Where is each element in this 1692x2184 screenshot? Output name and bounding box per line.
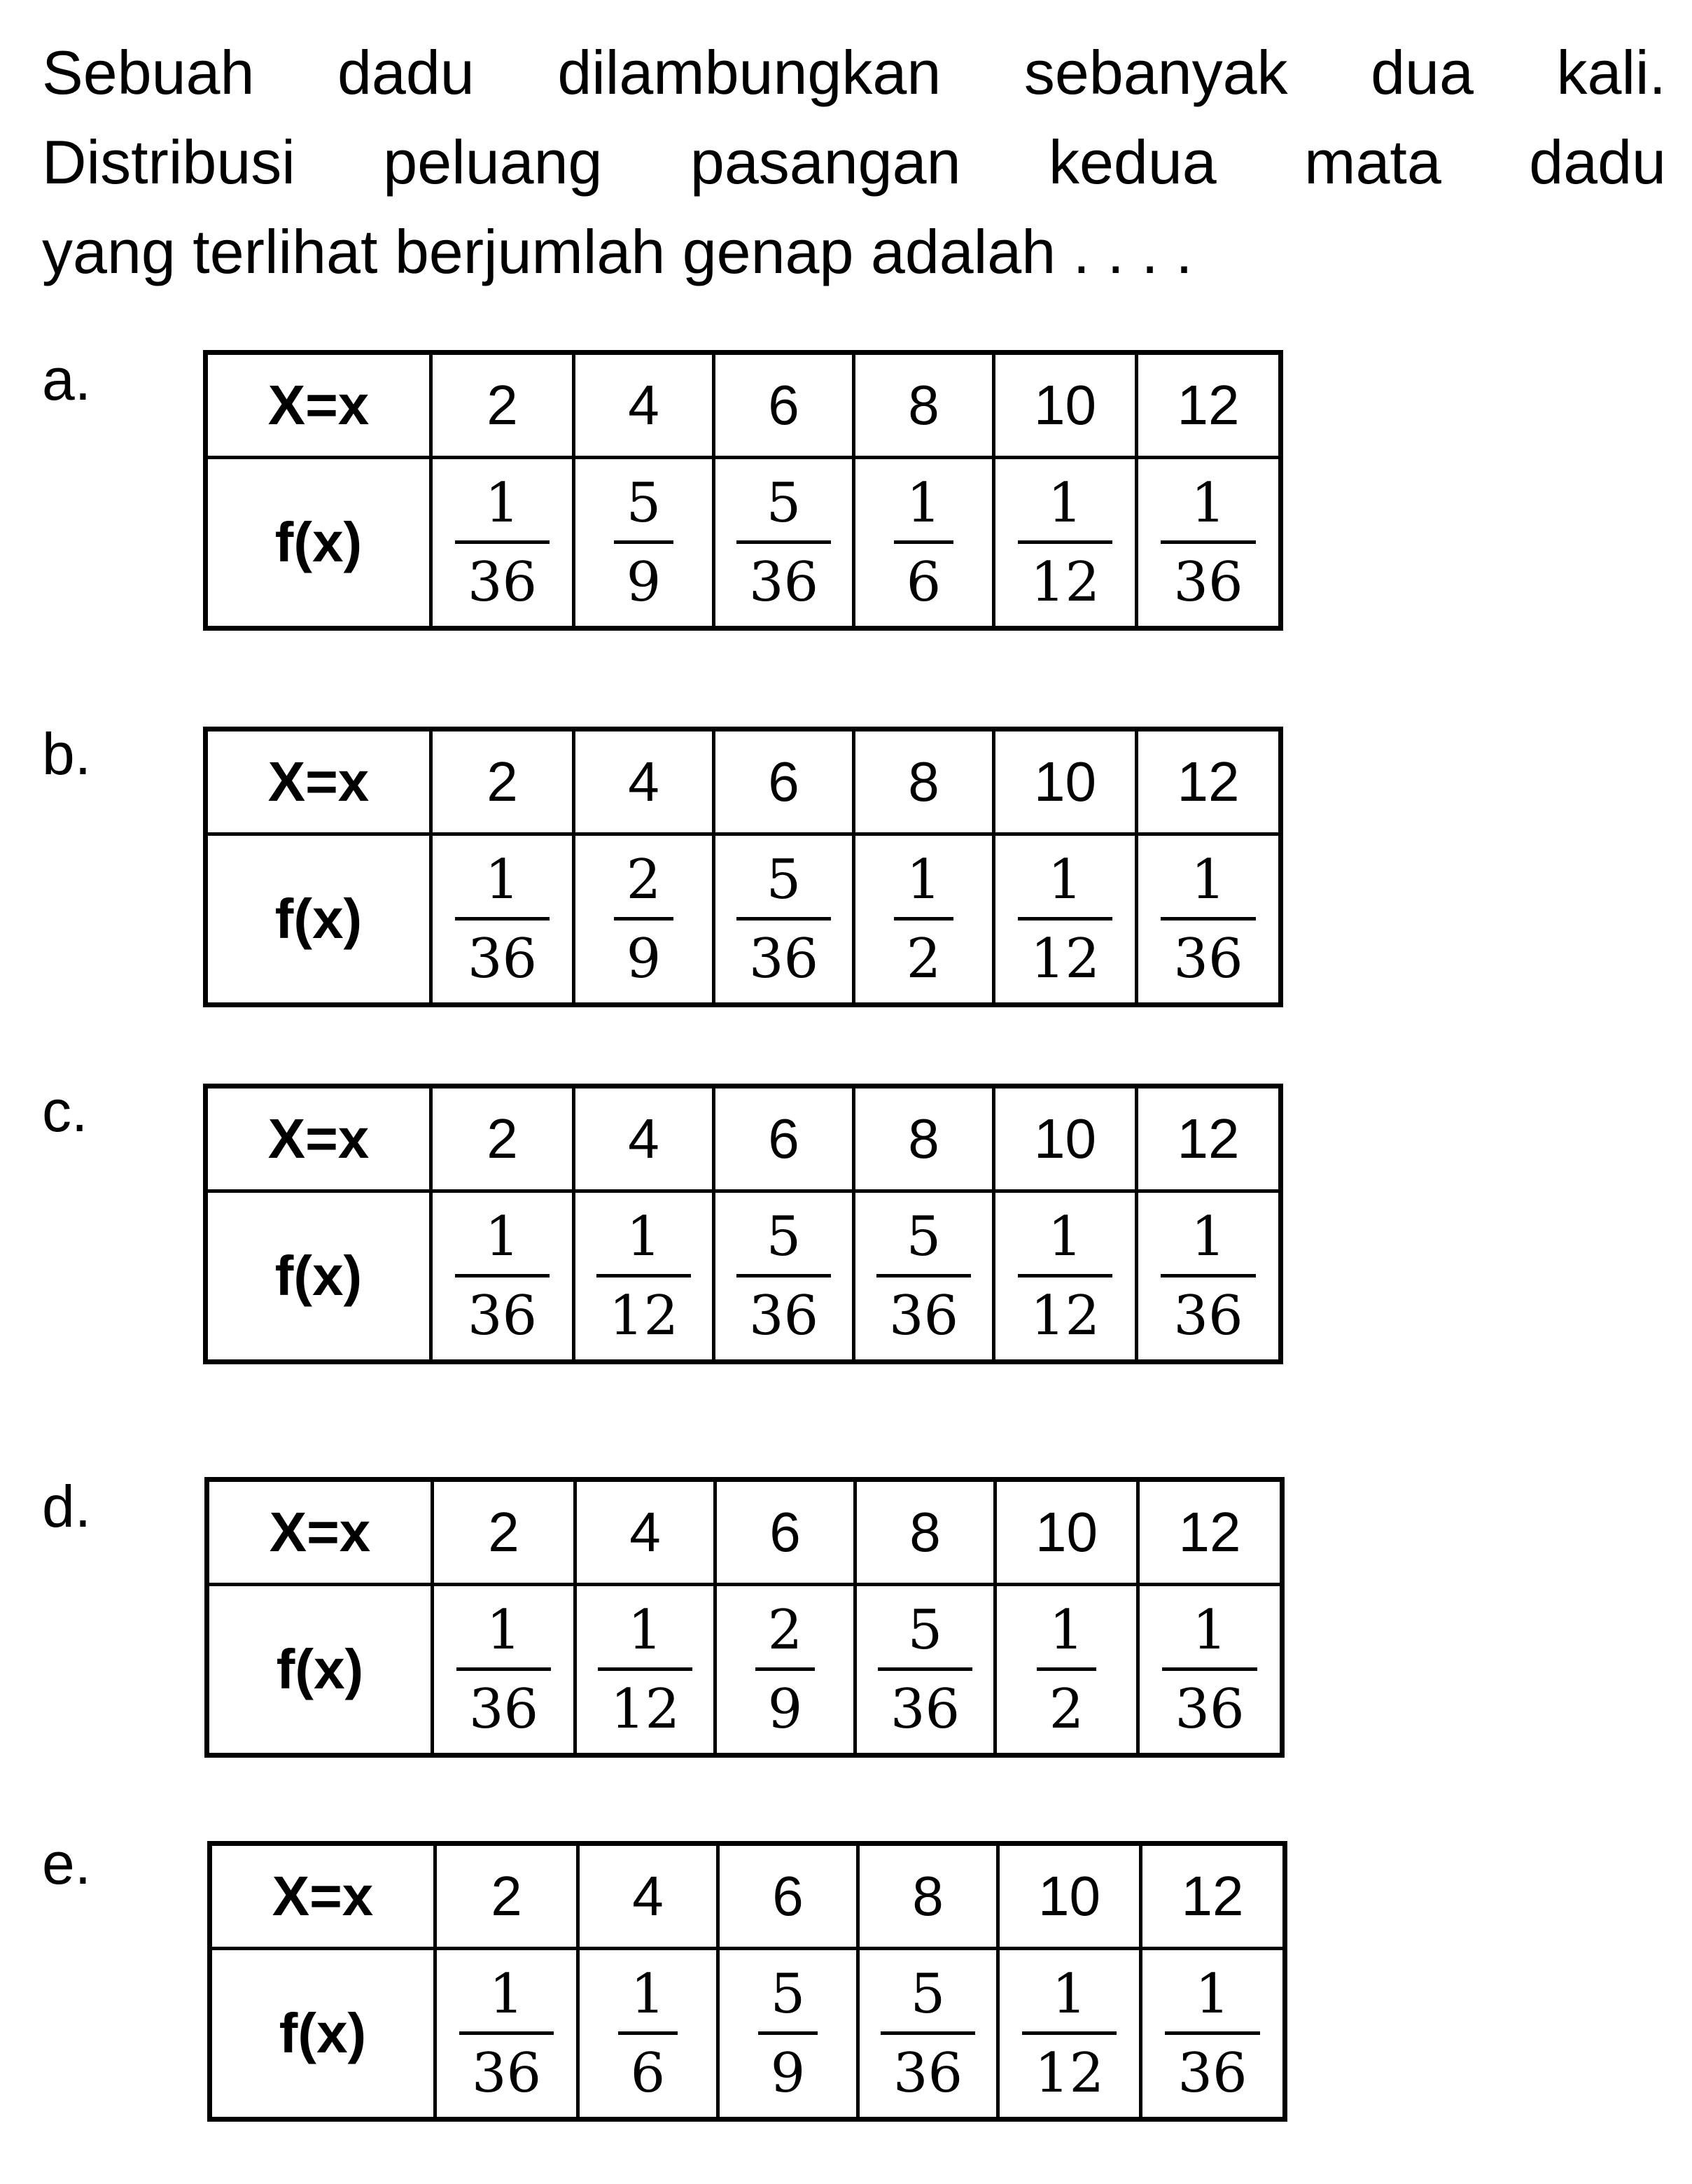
x-value-cell: 6 (715, 1480, 855, 1585)
fraction-denominator: 9 (626, 550, 662, 614)
x-value-cell: 8 (854, 729, 994, 834)
fraction (1022, 1962, 1117, 2105)
fraction-denominator: 9 (626, 927, 662, 990)
probability-cell (854, 834, 994, 1005)
option-label: b. (42, 721, 92, 787)
x-value-cell: 4 (574, 1086, 714, 1191)
x-value-cell: 8 (854, 353, 994, 458)
option-label: c. (42, 1078, 88, 1144)
fraction-denominator: 12 (1030, 927, 1100, 990)
x-value-cell: 4 (574, 353, 714, 458)
probability-cell (995, 1585, 1138, 1756)
fraction (876, 1205, 971, 1348)
fraction-denominator: 36 (1173, 1284, 1243, 1348)
table-row (206, 729, 1281, 834)
fraction-numerator: 1 (1191, 848, 1226, 911)
x-value-cell: 2 (431, 353, 574, 458)
fraction (878, 1598, 972, 1741)
fx-label-cell: f(x) (210, 1949, 435, 2120)
fraction-numerator: 5 (910, 1962, 946, 2026)
table-row (206, 1086, 1281, 1191)
probability-cell (1138, 1585, 1282, 1756)
fraction (894, 471, 954, 614)
fx-label-cell: f(x) (207, 1585, 433, 1756)
table-row (207, 1480, 1282, 1585)
probability-cell (858, 1949, 998, 2120)
fraction-denominator: 36 (748, 1284, 819, 1348)
header-label-cell: X=x (210, 1844, 435, 1949)
fraction-numerator: 1 (1051, 1962, 1087, 2026)
fraction-denominator: 2 (1049, 1677, 1084, 1741)
fraction-numerator: 1 (626, 1205, 662, 1268)
fraction (456, 1598, 551, 1741)
fraction (1018, 471, 1112, 614)
probability-cell (574, 834, 714, 1005)
question-text (42, 28, 1666, 297)
fraction (1161, 848, 1255, 990)
fraction-numerator: 1 (627, 1598, 663, 1662)
fraction (758, 1962, 818, 2105)
x-value-cell: 2 (433, 1480, 575, 1585)
fx-label-cell: f(x) (206, 834, 431, 1005)
fraction (755, 1598, 816, 1741)
fraction (459, 1962, 554, 2105)
probability-cell (431, 834, 574, 1005)
fraction-numerator: 5 (626, 471, 662, 535)
table-row (206, 458, 1281, 629)
x-value-cell: 12 (1138, 1480, 1282, 1585)
fraction-denominator: 36 (1173, 927, 1243, 990)
fraction-numerator: 1 (484, 848, 520, 911)
probability-cell (574, 1191, 714, 1362)
fraction-denominator: 2 (906, 927, 942, 990)
fraction-denominator: 36 (1173, 550, 1243, 614)
fraction-denominator: 36 (748, 927, 819, 990)
fraction (1018, 1205, 1112, 1348)
fraction (894, 848, 954, 990)
x-value-cell: 8 (855, 1480, 995, 1585)
fraction (1037, 1598, 1097, 1741)
fraction (614, 471, 674, 614)
fraction-denominator: 36 (467, 927, 538, 990)
fraction-numerator: 5 (770, 1962, 806, 2026)
fraction-numerator: 1 (486, 1598, 522, 1662)
x-value-cell: 2 (431, 729, 574, 834)
probability-cell (575, 1585, 715, 1756)
fraction-denominator: 12 (608, 1284, 679, 1348)
fraction-denominator: 36 (1177, 2041, 1247, 2105)
table-row (206, 1191, 1281, 1362)
fraction-numerator: 1 (630, 1962, 666, 2026)
fraction (598, 1598, 692, 1741)
fraction-numerator: 1 (489, 1962, 524, 2026)
fraction (455, 1205, 550, 1348)
fraction (736, 1205, 831, 1348)
x-value-cell: 8 (858, 1844, 998, 1949)
fraction-numerator: 1 (906, 471, 942, 535)
probability-table (204, 1477, 1285, 1758)
fraction-denominator: 6 (630, 2041, 666, 2105)
x-value-cell: 10 (998, 1844, 1141, 1949)
probability-cell (1137, 1191, 1281, 1362)
x-value-cell: 6 (718, 1844, 858, 1949)
fraction (1018, 848, 1112, 990)
fraction-numerator: 2 (626, 848, 662, 911)
x-value-cell: 4 (578, 1844, 718, 1949)
x-value-cell: 12 (1141, 1844, 1285, 1949)
x-value-cell: 6 (714, 353, 854, 458)
question-line: yang terlihat berjumlah genap adalah . . . . (42, 217, 1193, 286)
fraction-numerator: 1 (1049, 1598, 1084, 1662)
x-value-cell: 6 (714, 1086, 854, 1191)
fraction-denominator: 36 (1175, 1677, 1245, 1741)
table-row (210, 1844, 1285, 1949)
header-label-cell: X=x (207, 1480, 433, 1585)
probability-cell (715, 1585, 855, 1756)
probability-cell (998, 1949, 1141, 2120)
probability-cell (714, 458, 854, 629)
fraction-denominator: 9 (770, 2041, 806, 2105)
x-value-cell: 8 (854, 1086, 994, 1191)
fx-label-cell: f(x) (206, 458, 431, 629)
option-label: a. (42, 346, 92, 412)
fraction-denominator: 36 (888, 1284, 959, 1348)
header-label-cell: X=x (206, 353, 431, 458)
fraction-denominator: 36 (467, 1284, 538, 1348)
probability-cell (994, 834, 1137, 1005)
fraction (1162, 1598, 1257, 1741)
fx-label-cell: f(x) (206, 1191, 431, 1362)
fraction-numerator: 2 (767, 1598, 803, 1662)
fraction-numerator: 1 (1195, 1962, 1230, 2026)
fraction (1161, 471, 1255, 614)
probability-cell (431, 1191, 574, 1362)
option-label: d. (42, 1474, 92, 1539)
fraction-denominator: 36 (468, 1677, 539, 1741)
fraction-denominator: 12 (1030, 550, 1100, 614)
fraction-numerator: 5 (766, 1205, 802, 1268)
fraction-numerator: 1 (1191, 471, 1226, 535)
x-value-cell: 4 (574, 729, 714, 834)
fraction-numerator: 1 (1192, 1598, 1227, 1662)
fraction-denominator: 9 (767, 1677, 803, 1741)
fraction-denominator: 36 (893, 2041, 963, 2105)
fraction (1165, 1962, 1259, 2105)
fraction-numerator: 5 (907, 1598, 943, 1662)
table-row (206, 353, 1281, 458)
fraction (736, 471, 831, 614)
x-value-cell: 2 (435, 1844, 578, 1949)
probability-cell (1137, 834, 1281, 1005)
probability-table (203, 727, 1283, 1007)
fraction-denominator: 36 (748, 550, 819, 614)
x-value-cell: 12 (1137, 1086, 1281, 1191)
question-line: Sebuah dadu dilambungkan sebanyak dua kali. (42, 38, 1666, 107)
fraction (455, 471, 550, 614)
x-value-cell: 10 (994, 1086, 1137, 1191)
fraction (455, 848, 550, 990)
x-value-cell: 12 (1137, 353, 1281, 458)
fraction (618, 1962, 678, 2105)
probability-cell (854, 1191, 994, 1362)
fraction-denominator: 12 (1034, 2041, 1105, 2105)
probability-cell (994, 1191, 1137, 1362)
fraction-numerator: 1 (1047, 1205, 1083, 1268)
fraction-numerator: 1 (1047, 848, 1083, 911)
x-value-cell: 4 (575, 1480, 715, 1585)
probability-cell (714, 834, 854, 1005)
fraction-denominator: 6 (906, 550, 942, 614)
fraction (596, 1205, 691, 1348)
x-value-cell: 10 (995, 1480, 1138, 1585)
fraction-numerator: 1 (1191, 1205, 1226, 1268)
probability-cell (431, 458, 574, 629)
fraction-denominator: 12 (1030, 1284, 1100, 1348)
fraction (736, 848, 831, 990)
question-line: Distribusi peluang pasangan kedua mata dadu (42, 127, 1666, 197)
probability-table (207, 1841, 1287, 2122)
fraction-denominator: 12 (610, 1677, 680, 1741)
probability-cell (1141, 1949, 1285, 2120)
header-label-cell: X=x (206, 1086, 431, 1191)
probability-cell (578, 1949, 718, 2120)
probability-cell (1137, 458, 1281, 629)
fraction-denominator: 36 (471, 2041, 542, 2105)
x-value-cell: 10 (994, 353, 1137, 458)
fraction-numerator: 1 (906, 848, 942, 911)
probability-cell (435, 1949, 578, 2120)
fraction (1161, 1205, 1255, 1348)
fraction-numerator: 1 (484, 471, 520, 535)
x-value-cell: 12 (1137, 729, 1281, 834)
x-value-cell: 10 (994, 729, 1137, 834)
probability-cell (433, 1585, 575, 1756)
table-row (206, 834, 1281, 1005)
probability-cell (718, 1949, 858, 2120)
probability-cell (714, 1191, 854, 1362)
probability-table (203, 1084, 1283, 1364)
probability-cell (855, 1585, 995, 1756)
x-value-cell: 2 (431, 1086, 574, 1191)
fraction-numerator: 5 (766, 848, 802, 911)
fraction-denominator: 36 (467, 550, 538, 614)
fraction-numerator: 5 (766, 471, 802, 535)
header-label-cell: X=x (206, 729, 431, 834)
table-row (210, 1949, 1285, 2120)
fraction-numerator: 5 (906, 1205, 942, 1268)
fraction (614, 848, 674, 990)
fraction-numerator: 1 (1047, 471, 1083, 535)
fraction-denominator: 36 (890, 1677, 960, 1741)
x-value-cell: 6 (714, 729, 854, 834)
probability-table (203, 350, 1283, 631)
fraction-numerator: 1 (484, 1205, 520, 1268)
probability-cell (854, 458, 994, 629)
option-label: e. (42, 1830, 92, 1896)
probability-cell (994, 458, 1137, 629)
table-row (207, 1585, 1282, 1756)
probability-cell (574, 458, 714, 629)
fraction (881, 1962, 975, 2105)
